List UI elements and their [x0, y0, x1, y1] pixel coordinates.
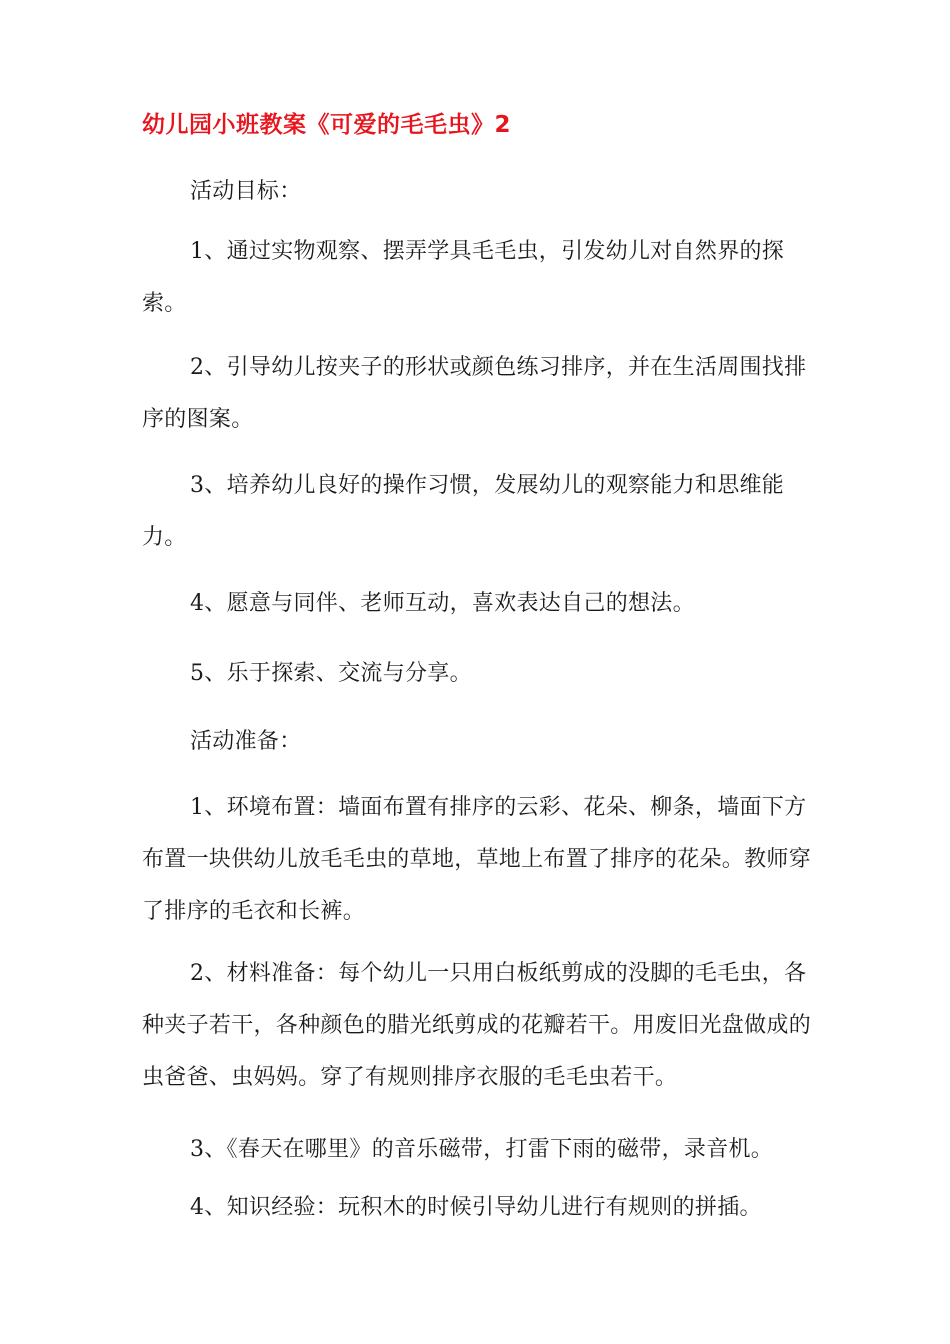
objective-item-2: 2、引导幼儿按夹子的形状或颜色练习排序，并在生活周围找排序的图案。 — [142, 355, 807, 432]
section-heading-preparation: 活动准备： — [190, 729, 302, 754]
objective-item-3: 3、培养幼儿良好的操作习惯，发展幼儿的观察能力和思维能力。 — [142, 473, 785, 550]
preparation-item-2: 2、材料准备：每个幼儿一只用白板纸剪成的没脚的毛毛虫，各种夹子若干，各种颜色的腊光纸剪成的花瓣若干。用废旧光盘做成的虫爸爸、虫妈妈。穿了有规则排序衣服的毛毛虫若干。 — [142, 961, 812, 1090]
objective-item-4: 4、愿意与同伴、老师互动，喜欢表达自己的想法。 — [190, 591, 695, 616]
document-title: 幼儿园小班教案《可爱的毛毛虫》2 — [142, 112, 512, 138]
objective-item-5: 5、乐于探索、交流与分享。 — [190, 661, 472, 686]
objective-item-1: 1、通过实物观察、摆弄学具毛毛虫，引发幼儿对自然界的探索。 — [142, 239, 785, 316]
section-heading-objectives: 活动目标： — [190, 179, 302, 204]
preparation-item-3: 3、《春天在哪里》的音乐磁带，打雷下雨的磁带，录音机。 — [190, 1137, 774, 1162]
preparation-item-4: 4、知识经验：玩积木的时候引导幼儿进行有规则的拼插。 — [190, 1195, 762, 1220]
preparation-item-1: 1、环境布置：墙面布置有排序的云彩、花朵、柳条，墙面下方布置一块供幼儿放毛毛虫的草地，草地上布置了排序的花朵。教师穿了排序的毛衣和长裤。 — [142, 795, 812, 924]
